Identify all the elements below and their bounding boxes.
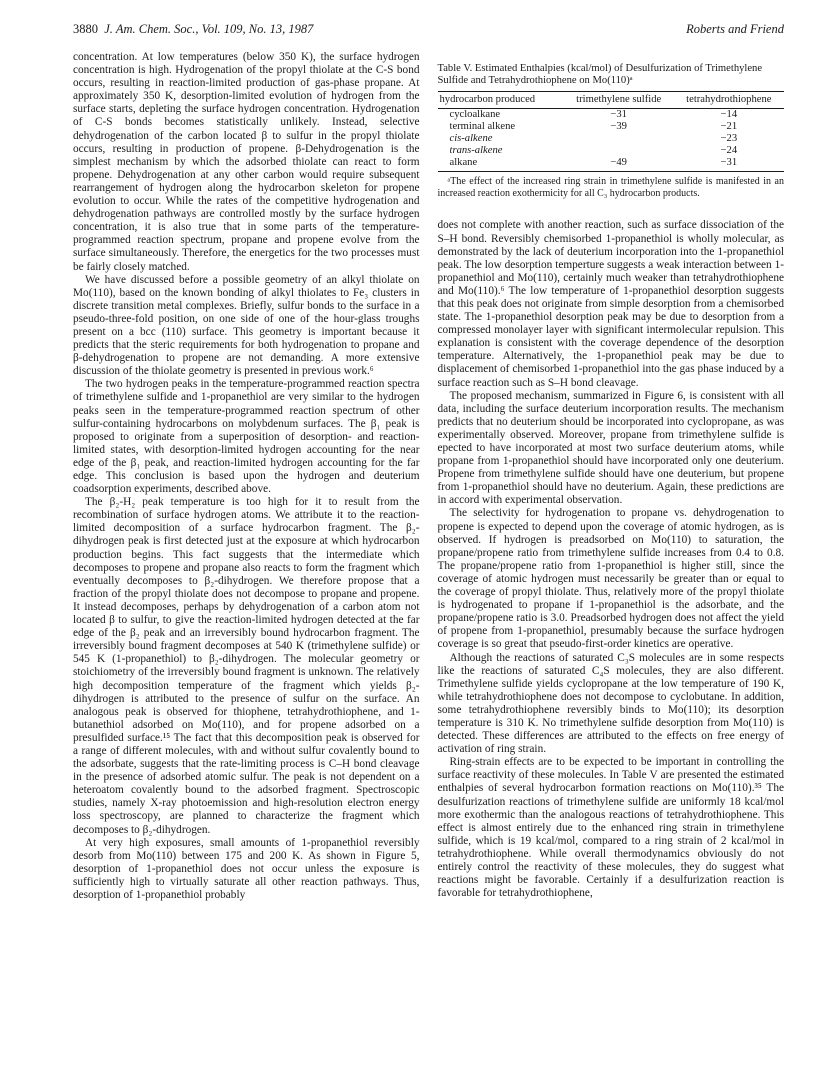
journal-citation: J. Am. Chem. Soc., Vol. 109, No. 13, 1987 [104, 22, 314, 36]
table-row [438, 157, 785, 172]
table-row [438, 145, 785, 157]
column-header: tetrahydrothiophene [674, 91, 784, 108]
right-paragraph: The selectivity for hydrogenation to propane vs. dehydrogenation to propene is expected to depend upon the coverage of atomic hydrogen, as is observed. If hydrogen is preadsorbed on Mo(110) to saturation, the propane/propene ratio from trimethylene sulfide increases from 0.4 to 0.8. The propane/propene ratio from 1-propanethiol is higher still, since the coverage of atomic hydrogen must necessarily be greater than or equal to the coverage of propyl thiolate. Thus, relatively more of the propyl thiolate is hydrogenated to propane if 1-propanethiol is the adsorbate, and the propane/propene ratio is 3.0. Preadsorbed hydrogen does not affect the yield of propene from 1-propanethiol, presumably because the surface hydrogen coverage is so great that pseudo-first-order kinetics are operative. [437, 507, 784, 651]
page-number: 3880 [73, 22, 98, 36]
table-row [438, 121, 785, 133]
table-row [438, 133, 785, 145]
table-cell: −24 [720, 144, 738, 156]
right-column [438, 51, 785, 902]
column-header: hydrocarbon produced [438, 91, 564, 108]
left-paragraph: concentration. At low temperatures (below 350 K), the surface hydrogen concentration is high. Hydrogenation of the propyl thiolate at the C-S bond occurs, resulting in reaction-limited production of gas-phase propane. At approximately 350 K, desorption-limited evolution of hydrogen from the surface starts, depleting the surface hydrogen concentration. Hydrogenation of C-S bonds becomes statistically unlikely. Instead, selective dehydrogenation of the carbon located β to sulfur in the propyl thiolate occurs, resulting in production of propene. β-Dehydrogenation is the simplest mechanism by which the adsorbed thiolate can react to form propene. Dehydrogenation at any other carbon would require subsequent rearrangement of hydrogen along the hydrocarbon skeleton for propene evolution to occur. While the rates of the competitive hydrogenation and dehydrogenation pathways are controlled mostly by the surface hydrogen concentration, it is also true that in some parts of the temperature-programmed reaction spectrum, propane and propene evolve from the surface simultaneously. Therefore, the energetics for the two processes must be fairly closely matched. [73, 51, 420, 273]
table-cell: −39 [610, 120, 627, 132]
table-cell: −14 [720, 108, 738, 120]
left-paragraph: At very high exposures, small amounts of 1-propanethiol reversibly desorb from Mo(110) between 175 and 200 K. As shown in Figure 5, desorption of 1-propanethiol does not occur unless the exposure is sufficiently high to virtually saturate all other reaction pathways. Thus, desorption of 1-propanethiol probably [73, 836, 420, 901]
left-paragraph: The β₂-H₂ peak temperature is too high for it to result from the recombination of surface hydrogen atoms. We attribute it to the reaction-limited decomposition of a surface hydrocarbon fragment. The β₂-dihydrogen peak is first detected just at the exposure at which hydrocarbon production begins. This fact suggests that the intermediate which decomposes to propene and propane also reacts to form the fragment which eventually decomposes to β₂-dihydrogen. We therefore propose that a fraction of the propyl thiolate does not decompose to propane and propene. It instead decomposes, perhaps by dehydrogenation of a carbon atom not located β to sulfur, to give the reaction-limited hydrogen detected at the far edge of the β₂ peak and an irreversibly bound hydrocarbon fragment. The irreversibly bound fragment decomposes at 540 K (trimethylene sulfide) or 545 K (1-propanethiol) to β₂-dihydrogen. The molecular geometry or stoichiometry of the irreversibly bound fragment is unknown. The relatively high decomposition temperature of the fragment which yields β₂-dihydrogen is attributed to the presence of sulfur on the surface. An analogous peak is observed for thiophene, tetrahydrothiophene, and 1-butanethiol adsorbed on Mo(110), and for propene adsorbed on a presulfided surface.¹⁵ The fact that this decomposition peak is observed for a range of different molecules, with and without sulfur covalently bound to the adsorbate, suggests that the rate-limiting process is C–H bond cleavage in the presence of adsorbed atomic sulfur. The peak is not dependent on a heteroatom covalently bound to the adsorbed fragment. Spectroscopic studies, namely X-ray photoemission and high-resolution electron energy loss spectroscopy, are planned to characterize the fragment which decomposes to β₂-dihydrogen. [73, 496, 420, 836]
table-caption: Table V. Estimated Enthalpies (kcal/mol) of Desulfurization of Trimethylene Sulfide and Tetrahydrothiophene on Mo(110)ᵃ [437, 63, 763, 87]
table-cell: −31 [674, 157, 784, 172]
column-header: trimethylene sulfide [564, 91, 674, 108]
right-paragraph: Ring-strain effects are to be expected to be important in controlling the surface reactivity of these molecules. In Table V are presented the estimated enthalpies of several hydrocarbon formation reactions on Mo(110).³⁵ The desulfurization reactions of trimethylene sulfide are uniformly 18 kcal/mol more exothermic than the analogous reactions of tetrahydrothiophene. This effect is almost entirely due to the enhanced ring strain in trimethylene sulfide, which is 19 kcal/mol, compared to a ring strain of 2 kcal/mol in tetrahydrothiophene. While overall thermodynamics obviously do not entirely control the reactivity of these molecules, they do suggest what reactions might be favorable. Certainly if a desulfurization reaction is favorable for tetrahydrothiophene, [437, 756, 784, 900]
table-cell: −49 [564, 157, 674, 172]
table-row [438, 108, 785, 121]
table-cell: −21 [720, 120, 738, 132]
table-cell: terminal alkene [449, 120, 516, 132]
table-header-row [438, 91, 785, 108]
enthalpy-table [438, 91, 785, 172]
table-cell: alkane [438, 157, 564, 172]
table-cell: cycloalkane [449, 108, 501, 120]
left-paragraph: We have discussed before a possible geometry of an alkyl thiolate on Mo(110), based on the known bonding of alkyl thiolates to Fe₃ clusters in discrete transition metal complexes. Briefly, sulfur bonds to the surface in a pseudo-three-fold position, on one side of one of the hour-glass troughs present on a bcc (110) surface. This geometry is important because it predicts that the steric requirements for both hydrogenation to propane and β-dehydrogenation to propene are not demanding. A more extensive discussion of the thiolate geometry is presented in previous work.⁶ [73, 273, 420, 378]
right-paragraph: The proposed mechanism, summarized in Figure 6, is consistent with all data, including the surface deuterium incorporation results. The mechanism predicts that no deuterium should be incorporated into cyclopropane, as was experimentally observed. Moreover, propane from trimethylene sulfide is epected to have incorporated at most two surface deuterium atoms, while propane from 1-propanethiol should have incorporated only one deuterium. Propene from trimethylene sulfide should have one deuterium, but propene from 1-propanethiol should have no deuterium. Again, these predictions are in accord with experimental observation. [437, 389, 784, 507]
table-cell [564, 133, 674, 145]
right-paragraph: Although the reactions of saturated C₃S molecules are in some respects like the reactions of saturated C₄S molecules, they are also different. Trimethylene sulfide yields cyclopropane at the low temperature of 190 K, while tetrahydrothiophene does not decompose to cyclobutane. In addition, some tetrahydrothiophene reversibly binds to Mo(110); its desorption temperature is 310 K. No trimethylene sulfide desorption from Mo(110) is detected. These differences are attributed to the effects on free energy of activation of ring strain. [437, 651, 784, 756]
table-cell: cis-alkene [449, 132, 493, 144]
two-column-body [73, 51, 784, 902]
table-cell: −31 [610, 108, 627, 120]
table-cell [564, 145, 674, 157]
running-authors: Roberts and Friend [686, 22, 784, 36]
table-cell: trans-alkene [449, 144, 503, 156]
table-cell: −23 [720, 132, 738, 144]
table-footnote: ᵃThe effect of the increased ring strain in trimethylene sulfide is manifested in an increased reaction exothermicity for all C₃ hydrocarbon products. [437, 175, 784, 199]
right-paragraph: does not complete with another reaction, such as surface dissociation of the S–H bond. Reversibly chemisorbed 1-propanethiol is wholly molecular, as demonstrated by the lack of deuterium incorporation into the 1-propanethiol peak. The low desorption temperture suggests a weak interaction between 1-propanethiol and Mo(110), certainly much weaker than tetrahydrothiophene and Mo(110).⁶ The low temperature of 1-propanethiol desorption suggests that this peak does not originate from simple desorption from a chemisorbed state. The 1-propanethiol desorption peak may be due to desorption from a compressed monolayer layer with significant intermolecular repulsion. This explanation is consistent with the coverage dependence of the desorption temperature. Alternatively, the 1-propanethiol peak may be due to displacement of chemisorbed 1-propanethiol into the gas phase induced by a surface reaction such as S–H bond cleavage. [437, 219, 784, 389]
running-header [73, 22, 784, 37]
left-paragraph: The two hydrogen peaks in the temperature-programmed reaction spectra of trimethylene sulfide and 1-propanethiol are very similar to the hydrogen peaks seen in the temperature-programmed reaction spectrum of other sulfur-containing hydrocarbons on molybdenum surfaces. The β₁ peak is proposed to originate from a superposition of desorption- and reaction-limited states, with desorption-limited hydrogen accounting for the near edge of the β₁ peak, and reaction-limited hydrogen accounting for the far edge. This conclusion is based upon the hydrogen and deuterium coadsorption experiments, described above. [73, 378, 420, 496]
left-column [73, 51, 420, 902]
